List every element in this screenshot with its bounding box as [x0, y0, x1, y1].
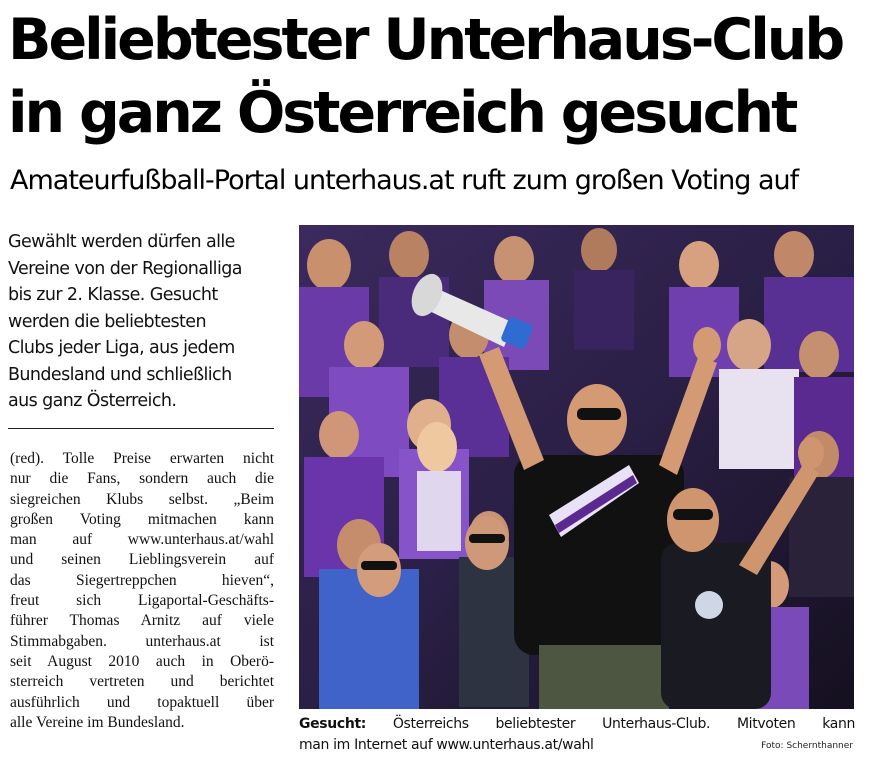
lead-line: Gewählt werden dürfen alle [8, 232, 235, 252]
lead-line: Clubs jeder Liga, aus jedem [8, 338, 235, 358]
body-line: großen Voting mitmachen kann [10, 510, 274, 528]
lead-line: bis zur 2. Klasse. Gesucht [8, 285, 218, 305]
photo-credit: Foto: Schernthanner [761, 741, 853, 751]
body-line: alle Vereine im Bundesland. [10, 713, 185, 731]
headline-line-2: in ganz Österreich gesucht [8, 80, 796, 146]
caption-label: Gesucht: [299, 716, 367, 732]
body-line: nur die Fans, sondern auch die [10, 470, 274, 488]
body-line: man auf www.unterhaus.at/wahl [10, 531, 274, 549]
body-line: seit August 2010 auch in Oberö- [10, 652, 274, 670]
lead-line: aus ganz Österreich. [8, 391, 177, 411]
crowd-photo [299, 225, 854, 709]
body-line: sterreich vertreten und berichtet [10, 673, 274, 691]
body-line: führer Thomas Arnitz auf viele [10, 612, 274, 630]
lead-divider [8, 428, 274, 429]
body-line: und seinen Lieblingsverein auf [10, 551, 274, 569]
lead-line: Bundesland und schließlich [8, 364, 232, 385]
body-line: freut sich Ligaportal-Geschäfts- [10, 592, 274, 610]
body-text [10, 449, 274, 733]
subheadline: Amateurfußball-Portal unterhaus.at ruft zum großen Voting auf [10, 165, 799, 196]
body-line: siegreichen Klubs selbst. „Beim [10, 490, 274, 508]
caption-line-2: man im Internet auf www.unterhaus.at/wahl [299, 737, 594, 753]
crowd-photo-illustration [299, 225, 854, 709]
caption-text-1: Österreichs beliebtester Unterhaus-Club. Mitvoten kann [366, 716, 855, 732]
body-line: Stimmabgaben. unterhaus.at ist [10, 632, 274, 650]
body-line: das Siegertreppchen hieven“, [10, 571, 274, 589]
body-line: (red). Tolle Preise erwarten nicht [10, 450, 274, 467]
headline [8, 4, 878, 150]
body-line: ausführlich und topaktuell über [10, 693, 274, 711]
lead-paragraph [8, 229, 278, 415]
lead-line: werden die beliebtesten [8, 311, 206, 332]
caption-line-1 [299, 714, 855, 735]
lead-line: Vereine von der Regionalliga [8, 258, 242, 279]
headline-line-1: Beliebtester Unterhaus-Club [8, 7, 843, 73]
